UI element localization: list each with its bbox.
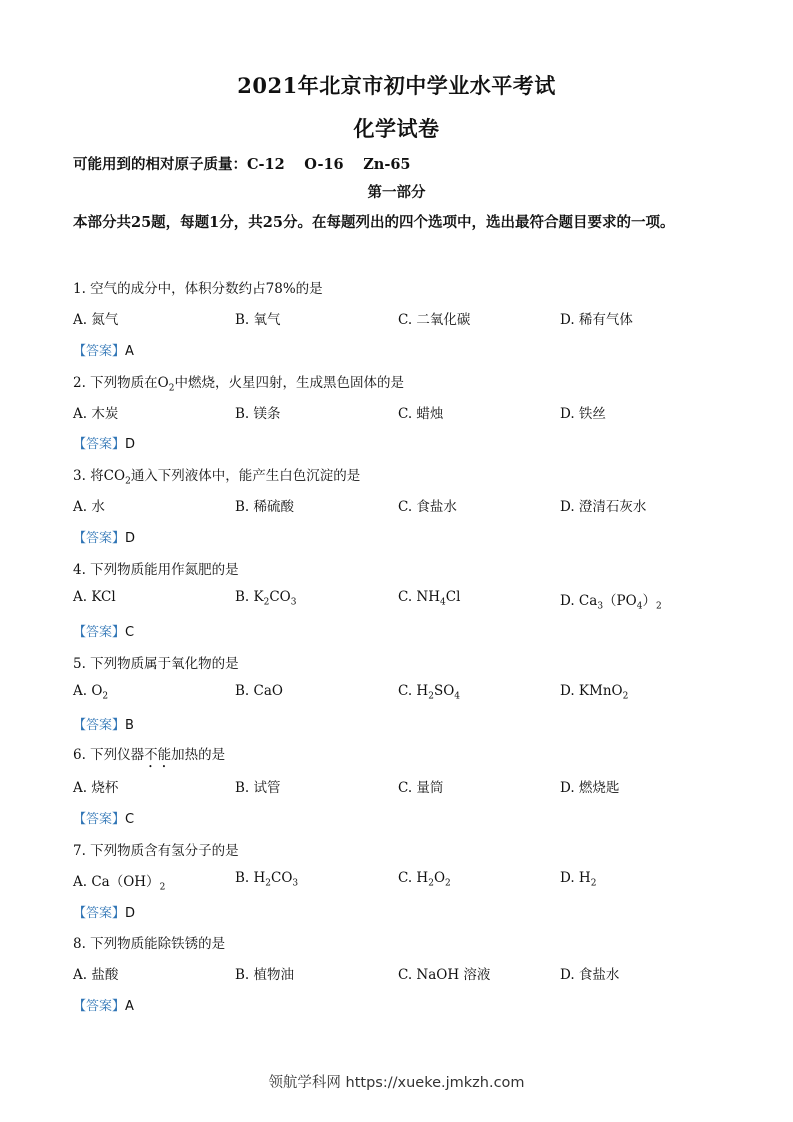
answer-label: 【答案】: [73, 999, 126, 1014]
q5-option-a: A. $O_2$: [73, 683, 109, 702]
q4-option-d: D. $Ca_3(PO_4)_2$: [560, 593, 662, 612]
question-1-stem: 1. 空气的成分中，体积分数约占78%的是: [73, 281, 323, 297]
q3-option-a: A. 水: [73, 499, 105, 515]
question-7-stem: 7. 下列物质含有氢分子的是: [73, 843, 239, 859]
q3-answer: [73, 527, 135, 546]
exam-title: 2021年北京市初中学业水平考试: [237, 73, 556, 98]
q6-option-c: C. 量筒: [398, 780, 444, 796]
answer-label: 【答案】: [73, 437, 126, 452]
q5-option-b: B. CaO: [235, 683, 283, 699]
q5-option-c: C. $H_2SO_4$: [398, 683, 461, 702]
q1-option-b: B. 氧气: [235, 312, 281, 328]
q6-option-d: D. 燃烧匙: [560, 780, 620, 796]
exam-subtitle: 化学试卷: [353, 116, 440, 141]
atomic-masses: 可能用到的相对原子质量：C-12 O-16 Zn-65: [73, 156, 411, 173]
answer-label: 【答案】: [73, 344, 126, 359]
question-2-stem: 2. 下列物质在$O_2$中燃烧，火星四射，生成黑色固体的是: [73, 375, 404, 394]
q4-option-b: B. $K_2CO_3$: [235, 589, 297, 608]
q2-option-b: B. 镁条: [235, 406, 281, 422]
q2-option-d: D. 铁丝: [560, 406, 606, 422]
question-8-stem: 8. 下列物质能除铁锈的是: [73, 936, 226, 952]
instructions: 本部分共25题，每题1分，共25分。在每题列出的四个选项中，选出最符合题目要求的一项。: [73, 214, 675, 231]
q7-option-d: D. $H_2$: [560, 870, 597, 889]
q1-option-c: C. 二氧化碳: [398, 312, 471, 328]
q4-option-c: C. $NH_4Cl$: [398, 589, 461, 608]
q7-option-a: A. $Ca(OH)_2$: [73, 874, 166, 893]
q8-option-c: C. NaOH 溶液: [398, 967, 491, 983]
q8-option-d: D. 食盐水: [560, 967, 620, 983]
question-5-stem: 5. 下列物质属于氧化物的是: [73, 656, 239, 672]
section-title: 第一部分: [367, 184, 426, 201]
q1-option-d: D. 稀有气体: [560, 312, 633, 328]
q3-option-b: B. 稀硫酸: [235, 499, 295, 515]
q5-answer: [73, 714, 134, 733]
answer-value: D: [125, 906, 136, 921]
emphasis-not: 不能: [144, 747, 172, 763]
q3-option-d: D. 澄清石灰水: [560, 499, 647, 515]
answer-value: D: [125, 531, 136, 546]
question-4-stem: 4. 下列物质能用作氮肥的是: [73, 562, 239, 578]
q6-answer: [73, 808, 134, 827]
answer-value: C: [125, 625, 135, 640]
q5-option-d: D. KMnO$_2$: [560, 683, 629, 702]
q2-option-c: C. 蜡烛: [398, 406, 444, 422]
q7-option-b: B. $H_2CO_3$: [235, 870, 299, 889]
q4-option-a: A. KCl: [73, 589, 116, 605]
q7-option-c: C. $H_2O_2$: [398, 870, 451, 889]
answer-label: 【答案】: [73, 625, 126, 640]
q1-answer: [73, 340, 134, 359]
question-6-stem: 6. 下列仪器不能加热的是: [73, 747, 226, 763]
q7-answer: [73, 902, 135, 921]
q2-answer: [73, 433, 135, 452]
q8-option-b: B. 植物油: [235, 967, 295, 983]
answer-value: B: [125, 718, 134, 733]
q4-answer: [73, 621, 134, 640]
footer-watermark: 领航学科网 https://xueke.jmkzh.com: [268, 1075, 525, 1091]
answer-value: C: [125, 812, 135, 827]
q1-option-a: A. 氮气: [73, 312, 119, 328]
q8-answer: [73, 995, 134, 1014]
answer-value: D: [125, 437, 136, 452]
q6-option-b: B. 试管: [235, 780, 281, 796]
question-3-stem: 3. 将$CO_2$通入下列液体中，能产生白色沉淀的是: [73, 468, 361, 487]
answer-value: A: [125, 344, 134, 359]
answer-label: 【答案】: [73, 531, 126, 546]
answer-label: 【答案】: [73, 906, 126, 921]
q6-option-a: A. 烧杯: [73, 780, 119, 796]
q8-option-a: A. 盐酸: [73, 967, 119, 983]
q2-option-a: A. 木炭: [73, 406, 119, 422]
answer-label: 【答案】: [73, 718, 126, 733]
q3-option-c: C. 食盐水: [398, 499, 457, 515]
answer-value: A: [125, 999, 134, 1014]
answer-label: 【答案】: [73, 812, 126, 827]
